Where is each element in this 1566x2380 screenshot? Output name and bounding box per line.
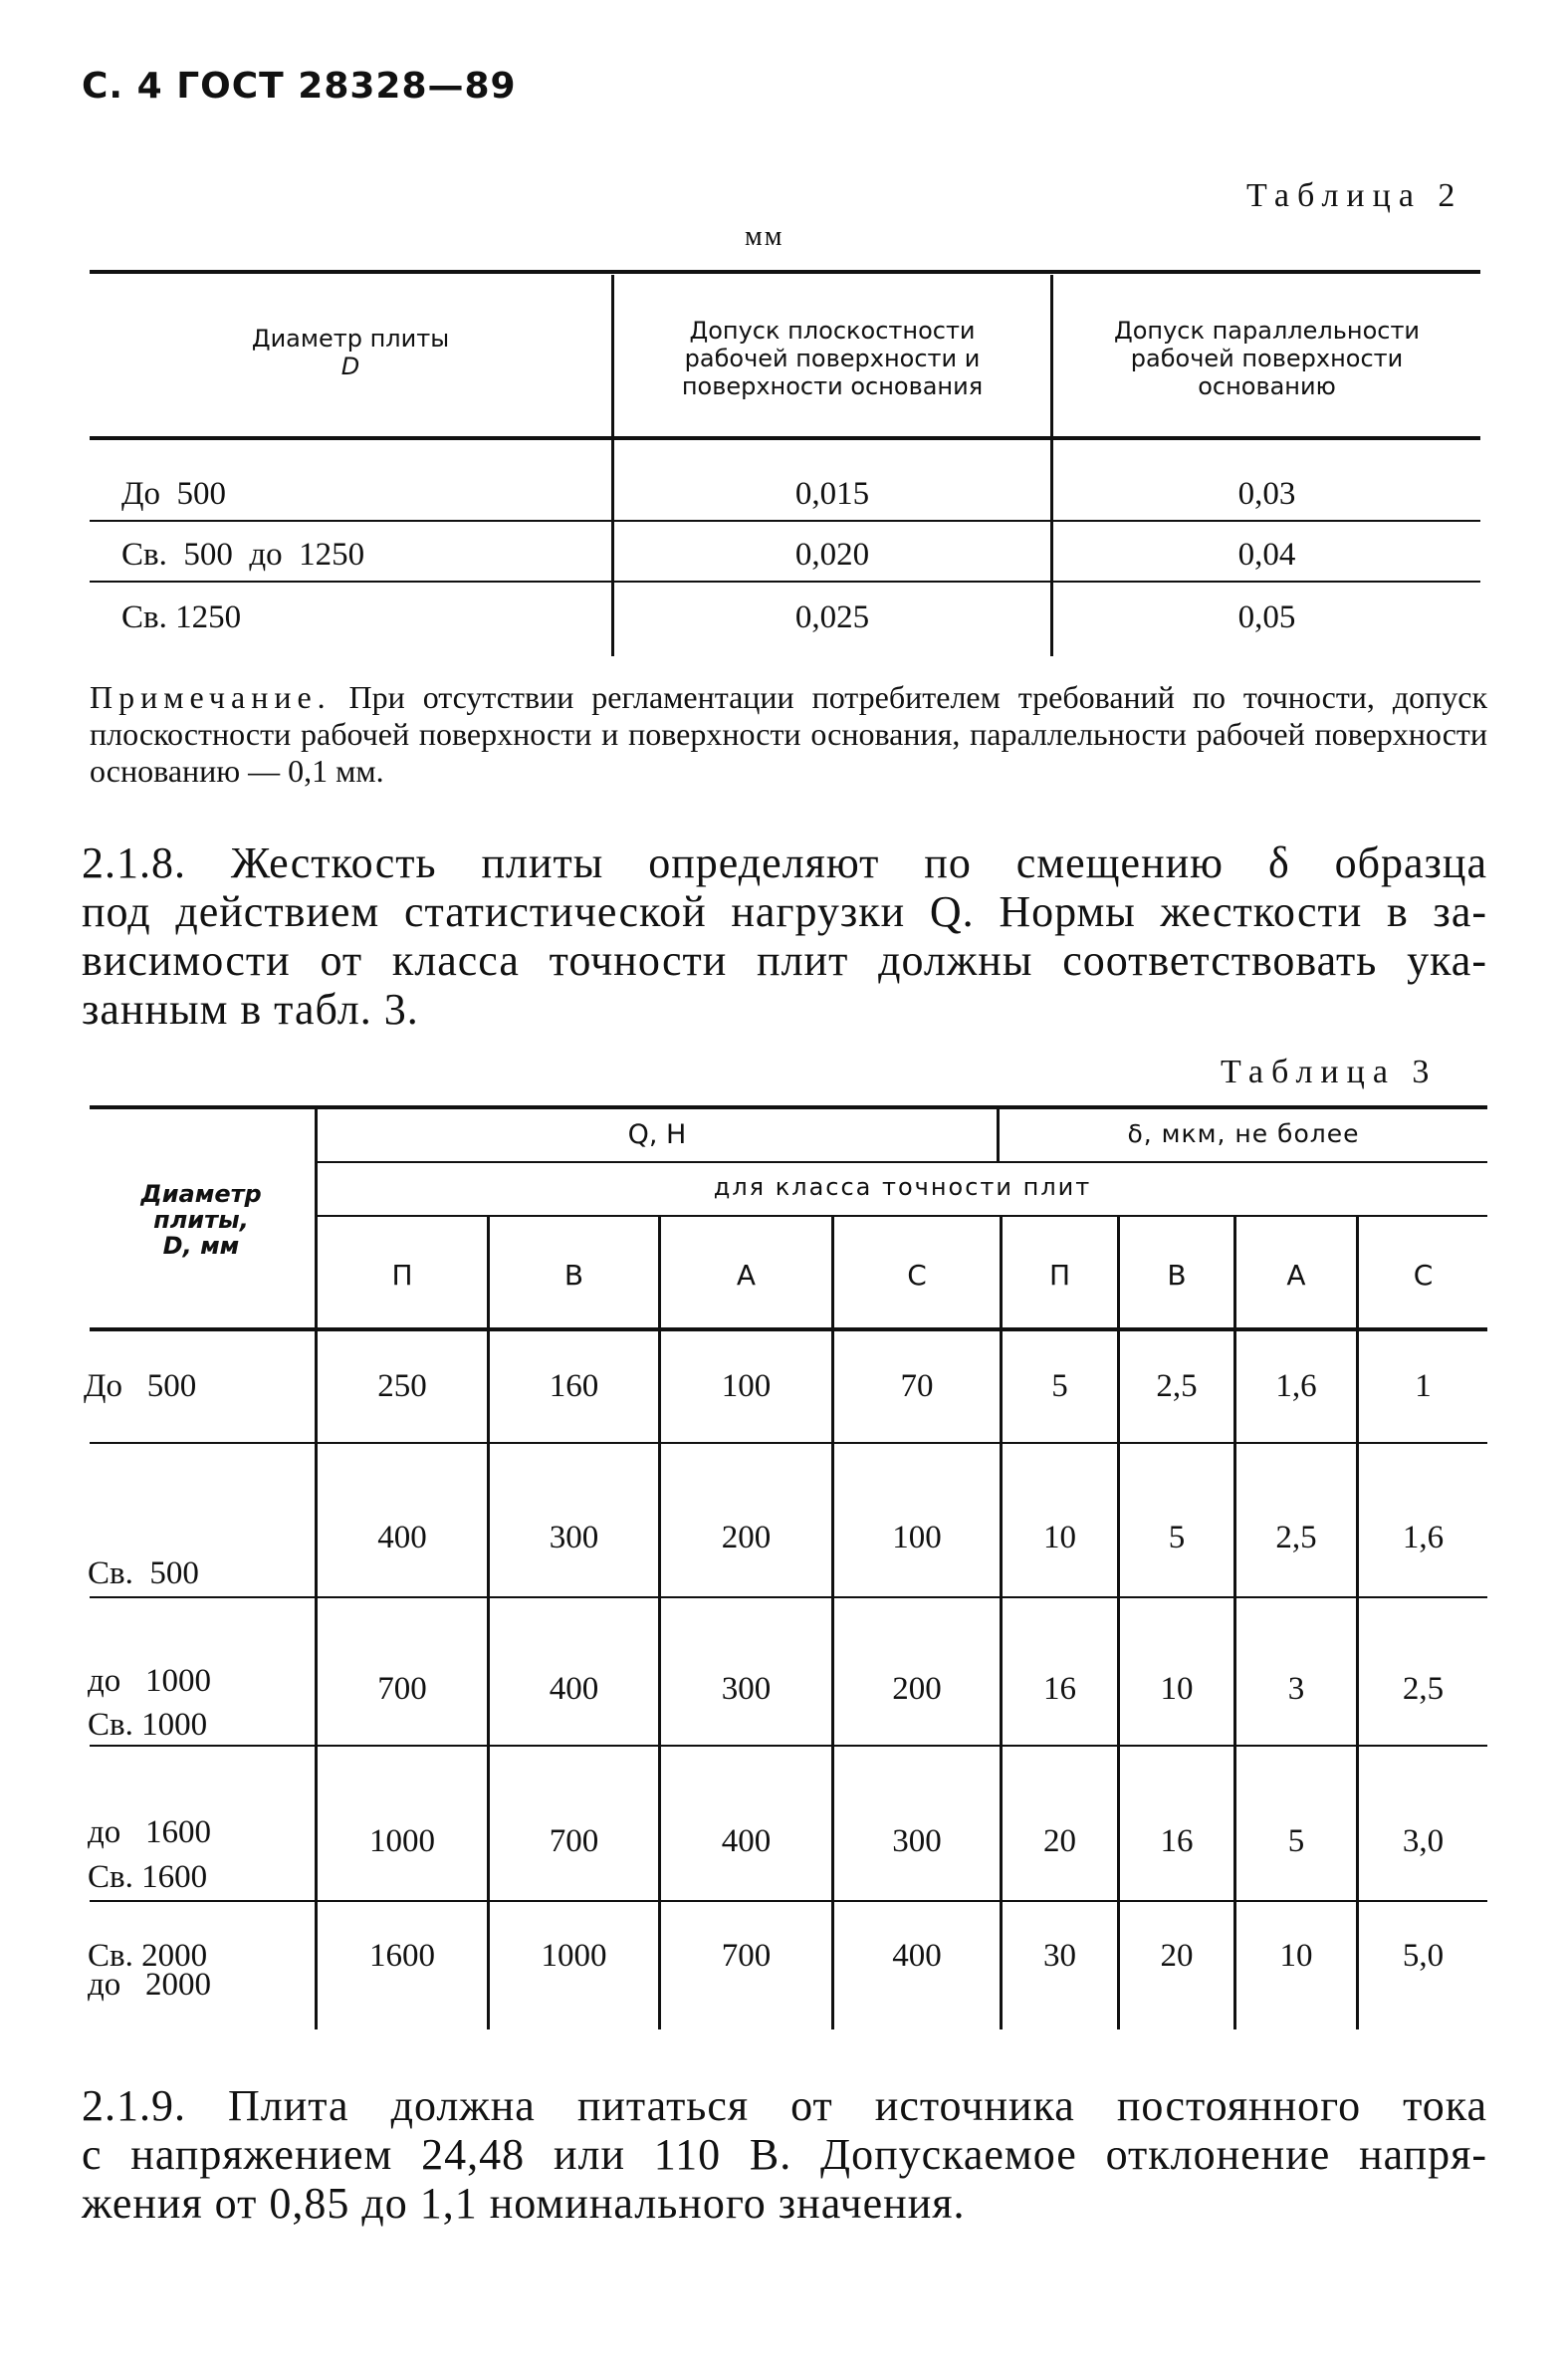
table-3-header-accuracy-class: для класса точности плит: [713, 1173, 1092, 1201]
row-label: Св. 500 до 1000: [88, 1555, 212, 1699]
paragraph-line: висимости от класса точности плит должны соответствовать ука-: [82, 936, 1487, 985]
class-header: В: [563, 1259, 584, 1292]
load-value: 1000: [369, 1823, 435, 1859]
table-2-units: мм: [745, 221, 784, 252]
class-header: П: [1048, 1259, 1071, 1292]
table-3-col-divider: [1000, 1217, 1003, 2029]
load-value: 160: [549, 1368, 599, 1404]
table-3-caption: Таблица 3: [1221, 1054, 1438, 1090]
displacement-value: 20: [1043, 1823, 1076, 1859]
load-value: 300: [549, 1520, 599, 1555]
paragraph-line: с напряжением 24,48 или 110 В. Допускаемое отклонение напря-: [82, 2130, 1487, 2179]
displacement-value: 2,5: [1156, 1368, 1198, 1404]
flatness-value: 0,020: [794, 537, 870, 573]
displacement-value: 3: [1287, 1671, 1305, 1707]
paragraph-2-1-8: [82, 838, 1487, 1034]
load-value: 400: [377, 1520, 427, 1555]
table-3-header-load: Q, Н: [627, 1119, 687, 1150]
row-label: Св. 1600 до 2000: [88, 1859, 212, 2003]
table-3-col-divider: [487, 1217, 490, 2029]
paragraph-line: под действием статистической нагрузки Q. Нормы жесткости в за-: [82, 887, 1487, 936]
table-3-header-displacement: δ, мкм, не более: [1127, 1119, 1360, 1148]
paragraph-2-1-9: [82, 2081, 1487, 2228]
displacement-value: 10: [1043, 1520, 1076, 1555]
load-value: 200: [721, 1520, 772, 1555]
table-3-subgroup-rule: [317, 1215, 1487, 1217]
displacement-value: 16: [1043, 1671, 1076, 1707]
table-3-top-rule: [90, 1105, 1487, 1109]
displacement-value: 30: [1043, 1938, 1076, 1974]
paragraph-line: жения от 0,85 до 1,1 номинального значения.: [82, 2179, 966, 2228]
displacement-value: 5,0: [1402, 1938, 1445, 1974]
load-value: 300: [892, 1823, 942, 1859]
table-2-header-rule: [90, 436, 1480, 440]
load-value: 400: [549, 1671, 599, 1707]
displacement-value: 10: [1160, 1671, 1194, 1707]
displacement-value: 1: [1415, 1368, 1432, 1404]
table-2-header-diameter: Диаметр плиты D: [251, 325, 450, 380]
table-2-row-rule: [90, 520, 1480, 522]
table-2-header-flatness: Допуск плоскостности рабочей поверхности и поверхности основания: [681, 317, 984, 400]
displacement-value: 3,0: [1402, 1823, 1445, 1859]
row-label: Св. 500 до 1250: [121, 537, 365, 573]
table-2-caption: Таблица 2: [1246, 177, 1463, 214]
displacement-value: 10: [1279, 1938, 1313, 1974]
displacement-value: 5: [1051, 1368, 1068, 1404]
flatness-value: 0,025: [794, 599, 870, 635]
note-label: Примечание.: [90, 679, 332, 715]
paragraph-line: 2.1.8. Жесткость плиты определяют по смещению δ образца: [82, 838, 1487, 887]
displacement-value: 2,5: [1275, 1520, 1317, 1555]
table-3-row-rule: [90, 1442, 1487, 1444]
displacement-value: 1,6: [1402, 1520, 1445, 1555]
load-value: 1000: [541, 1938, 607, 1974]
displacement-value: 5: [1168, 1520, 1186, 1555]
table-3-group-rule: [317, 1161, 1487, 1163]
class-header: С: [1413, 1259, 1434, 1292]
page-header: С. 4 ГОСТ 28328—89: [82, 66, 517, 107]
table-3-row-rule: [90, 1745, 1487, 1747]
table-2-note: [90, 679, 1487, 790]
parallelism-value: 0,04: [1237, 537, 1296, 573]
table-3-col-divider: [315, 1109, 318, 2029]
class-header: В: [1167, 1259, 1187, 1292]
class-header: П: [391, 1259, 413, 1292]
parallelism-value: 0,03: [1237, 476, 1296, 512]
load-value: 100: [721, 1368, 772, 1404]
table-2-row-rule: [90, 581, 1480, 583]
flatness-value: 0,015: [794, 476, 870, 512]
table-3-col-divider: [1233, 1217, 1236, 2029]
row-label: Св. 1000 до 1600: [88, 1707, 212, 1850]
row-label: До 500: [84, 1368, 197, 1404]
table-3-row-rule: [90, 1596, 1487, 1598]
table-3-header-diameter: Диаметр плиты, D, мм: [140, 1180, 262, 1260]
class-header: С: [907, 1259, 927, 1292]
row-label: До 500: [121, 476, 227, 512]
displacement-value: 1,6: [1275, 1368, 1317, 1404]
table-3-col-divider: [1117, 1217, 1120, 2029]
class-header: А: [1286, 1259, 1306, 1292]
note-text: При отсутствии регламентации потребителем требований по точности, допуск плоскостности рабочей поверхности и поверхности основания, параллельности рабочей поверхности основанию — 0,1 мм.: [90, 679, 1487, 789]
row-label: Св. 1250: [121, 599, 242, 635]
table-3-col-divider: [1356, 1217, 1359, 2029]
table-2-header-parallelism: Допуск параллельности рабочей поверхности основанию: [1113, 317, 1421, 400]
table-3-header-rule: [90, 1327, 1487, 1331]
paragraph-line: 2.1.9. Плита должна питаться от источника постоянного тока: [82, 2081, 1487, 2130]
table-3-row-rule: [90, 1900, 1487, 1902]
displacement-value: 5: [1287, 1823, 1305, 1859]
load-value: 700: [721, 1938, 772, 1974]
displacement-value: 20: [1160, 1938, 1194, 1974]
load-value: 100: [892, 1520, 942, 1555]
load-value: 300: [721, 1671, 772, 1707]
table-3-col-divider: [658, 1217, 661, 2029]
displacement-value: 2,5: [1402, 1671, 1445, 1707]
load-value: 400: [721, 1823, 772, 1859]
parallelism-value: 0,05: [1237, 599, 1296, 635]
table-2-top-rule: [90, 270, 1480, 274]
load-value: 200: [892, 1671, 942, 1707]
load-value: 70: [900, 1368, 934, 1404]
load-value: 700: [549, 1823, 599, 1859]
load-value: 400: [892, 1938, 942, 1974]
class-header: А: [736, 1259, 757, 1292]
displacement-value: 16: [1160, 1823, 1194, 1859]
load-value: 1600: [369, 1938, 435, 1974]
load-value: 700: [377, 1671, 427, 1707]
paragraph-line: занным в табл. 3.: [82, 985, 419, 1034]
load-value: 250: [377, 1368, 427, 1404]
table-3-col-divider: [831, 1217, 834, 2029]
row-label: Св. 2000: [88, 1938, 208, 1974]
